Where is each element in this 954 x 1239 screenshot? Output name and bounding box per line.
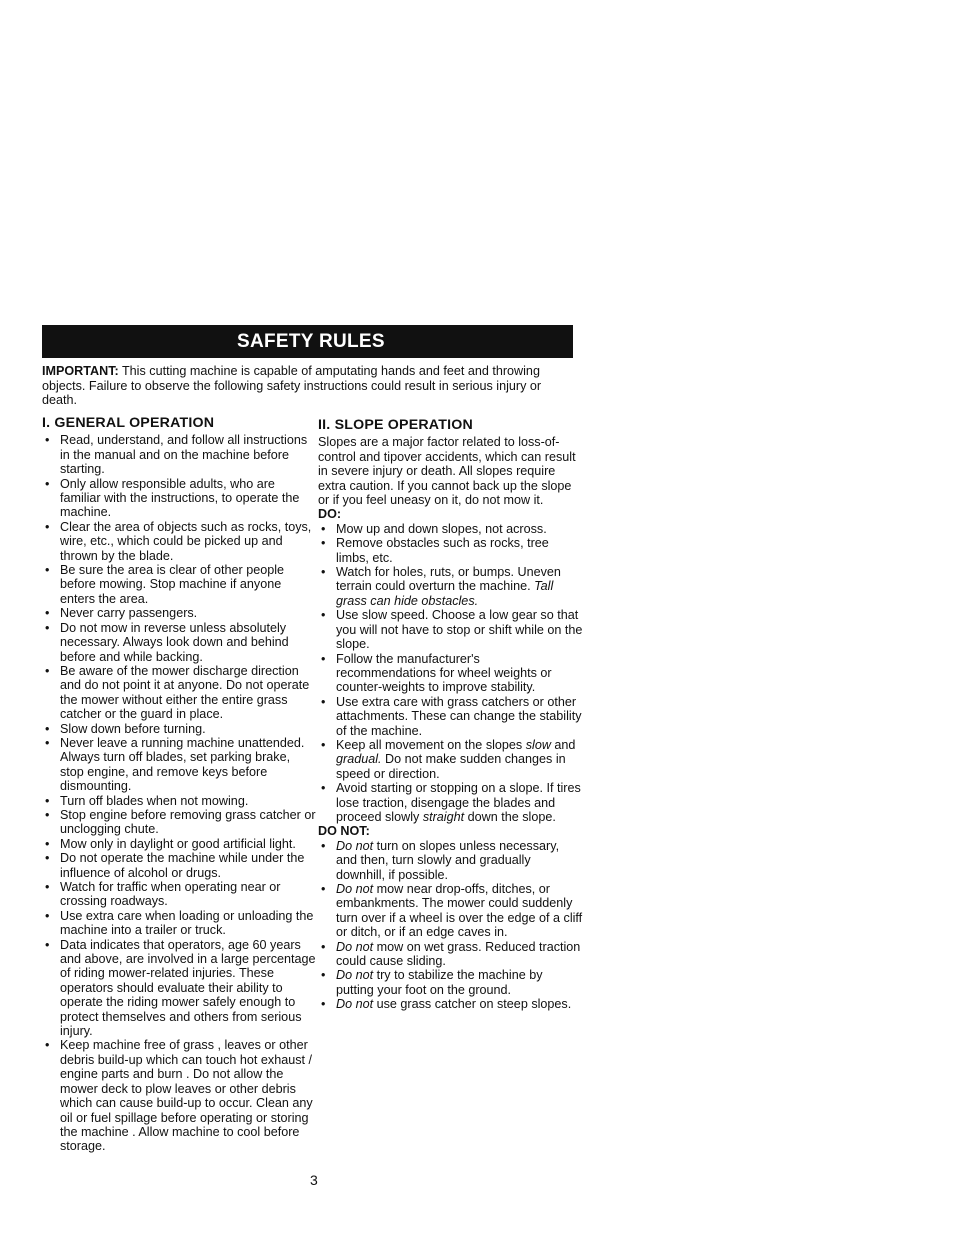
- item-text: mow near drop-offs, ditches, or embankments. The mower could suddenly turn over if a wheel is over the edge of a cliff or ditch, or if an edge caves in.: [336, 882, 583, 940]
- item-text: Watch for holes, ruts, or bumps. Uneven terrain could overturn the machine.: [336, 565, 561, 594]
- emphasis-text: slow: [525, 737, 551, 752]
- do-not-label: DO NOT:: [318, 824, 370, 839]
- list-item: [318, 652, 583, 695]
- do-list: [318, 522, 583, 825]
- banner-title: SAFETY RULES: [237, 330, 385, 352]
- item-text: down the slope.: [464, 809, 556, 824]
- item-text: Keep all movement on the slopes: [336, 737, 526, 752]
- list-item: [318, 997, 583, 1011]
- emphasis-text: Do not: [336, 939, 374, 954]
- safety-rules-banner: [42, 325, 573, 358]
- list-item: • Keep machine free of grass , leaves or other debris build-up which can touch hot exhaust / engine parts and burn . Do not allow the mower deck to plow leaves or other debris which can cause build-up to occur. Clean any oil or fuel spillage before operating or storing the machine . Allow machine to cool before storage.: [42, 1038, 317, 1153]
- item-text: Use extra care with grass catchers or other attachments. These can change the stability of the machine.: [336, 694, 582, 738]
- important-label: IMPORTANT:: [42, 364, 119, 378]
- slope-operation-section: [318, 418, 583, 1012]
- list-item: [318, 536, 583, 565]
- item-text: Mow up and down slopes, not across.: [336, 521, 547, 536]
- list-item: [318, 781, 583, 824]
- slope-operation-heading: II. SLOPE OPERATION: [318, 417, 473, 433]
- list-item: • Never leave a running machine unattended. Always turn off blades, set parking brake, stop engine, and remove keys before dismounting.: [42, 736, 317, 794]
- list-item: [318, 695, 583, 738]
- list-item: • Be sure the area is clear of other people before mowing. Stop machine if anyone enters the area.: [42, 563, 317, 606]
- do-not-list: [318, 839, 583, 1012]
- item-text: and: [550, 737, 576, 752]
- list-item: • Data indicates that operators, age 60 years and above, are involved in a large percentage of riding mower-related injuries. These operators should evaluate their ability to operate the riding mower safely enough to protect themselves and others from serious injury.: [42, 938, 317, 1039]
- item-text: Avoid starting or stopping on a slope. If tires lose traction, disengage the blades and proceed slowly: [336, 781, 581, 824]
- list-item: • Never carry passengers.: [42, 606, 317, 620]
- list-item: • Watch for traffic when operating near or crossing roadways.: [42, 880, 317, 909]
- list-item: [318, 738, 583, 781]
- item-text: try to stabilize the machine by putting your foot on the ground.: [336, 968, 543, 997]
- list-item: • Only allow responsible adults, who are familiar with the instructions, to operate the machine.: [42, 477, 317, 520]
- list-item: • Do not mow in reverse unless absolutely necessary. Always look down and behind before and while backing.: [42, 621, 317, 664]
- item-text: mow on wet grass. Reduced traction could cause sliding.: [336, 939, 581, 969]
- emphasis-text: Do not: [336, 838, 374, 853]
- list-item: • Be aware of the mower discharge direction and do not point it at anyone. Do not operate the mower without either the entire grass catcher or the guard in place.: [42, 664, 317, 722]
- emphasis-text: Do not: [336, 968, 374, 983]
- list-item: • Slow down before turning.: [42, 722, 317, 736]
- list-item: • Turn off blades when not mowing.: [42, 794, 317, 808]
- general-operation-section: [42, 416, 317, 1154]
- emphasis-text: Do not: [336, 997, 374, 1012]
- item-text: turn on slopes unless necessary, and then, turn slowly and gradually downhill, if possible.: [336, 838, 560, 882]
- item-text: Follow the manufacturer's recommendations for wheel weights or counter-weights to improve stability.: [336, 651, 552, 695]
- list-item: [318, 608, 583, 651]
- list-item: • Clear the area of objects such as rocks, toys, wire, etc., which could be picked up and thrown by the blade.: [42, 520, 317, 563]
- list-item: [318, 940, 583, 969]
- general-operation-heading: I. GENERAL OPERATION: [42, 415, 215, 431]
- list-item: [318, 522, 583, 536]
- important-notice: [42, 364, 572, 408]
- list-item: [318, 839, 583, 882]
- list-item: • Stop engine before removing grass catcher or unclogging chute.: [42, 808, 317, 837]
- emphasis-text: gradual.: [336, 752, 382, 767]
- item-text: use grass catcher on steep slopes.: [373, 997, 572, 1012]
- important-text: This cutting machine is capable of amputating hands and feet and throwing objects. Failure to observe the following safety instructions could result in serious injury or death.: [42, 364, 542, 408]
- list-item: [318, 968, 583, 997]
- item-text: Use slow speed. Choose a low gear so that you will not have to stop or shift while on the slope.: [336, 608, 583, 652]
- list-item: [318, 882, 583, 940]
- list-item: • Read, understand, and follow all instructions in the manual and on the machine before starting.: [42, 433, 317, 476]
- do-label: DO:: [318, 507, 342, 522]
- list-item: • Mow only in daylight or good artificial light.: [42, 837, 317, 851]
- item-text: Remove obstacles such as rocks, tree limbs, etc.: [336, 536, 549, 565]
- list-item: • Use extra care when loading or unloading the machine into a trailer or truck.: [42, 909, 317, 938]
- page-number: 3: [310, 1172, 318, 1188]
- list-item: • Do not operate the machine while under the influence of alcohol or drugs.: [42, 851, 317, 880]
- slope-intro: Slopes are a major factor related to loss-of-control and tipover accidents, which can result in severe injury or death. All slopes require extra caution. If you cannot back up the slope or if you feel uneasy on it, do not mow it.: [318, 435, 576, 508]
- item-text: Do not make sudden changes in speed or direction.: [336, 752, 566, 781]
- list-item: [318, 565, 583, 608]
- emphasis-text: Tall grass can hide obstacles.: [336, 579, 554, 608]
- emphasis-text: Do not: [336, 882, 374, 896]
- emphasis-text: straight: [422, 809, 465, 824]
- general-operation-list: [42, 433, 317, 1153]
